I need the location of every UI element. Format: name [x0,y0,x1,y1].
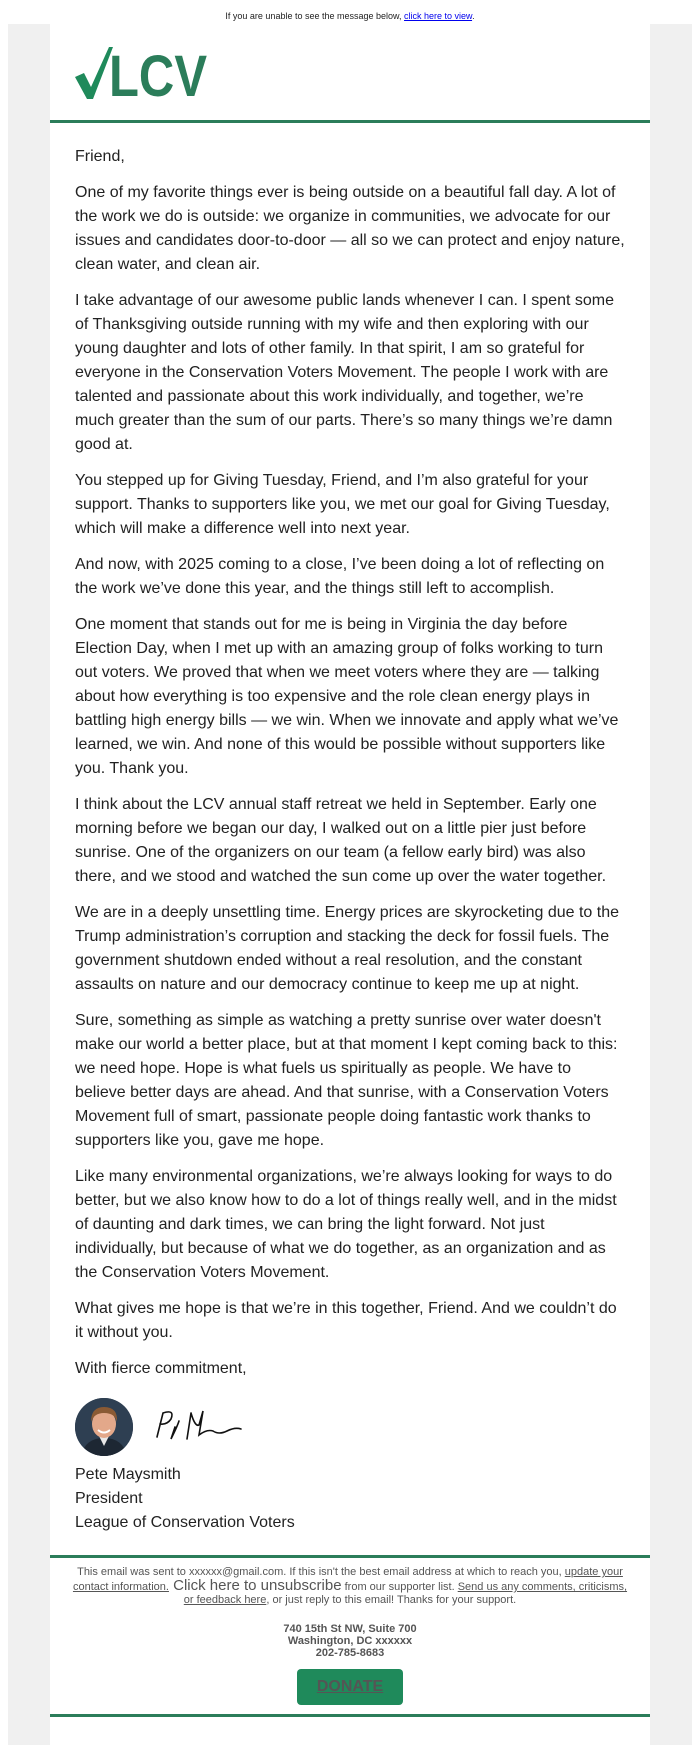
footer-sent-prefix: This email was sent to [77,1566,189,1578]
address-line-1: 740 15th St NW, Suite 700 [283,1623,417,1635]
unsubscribe-suffix: from our supporter list. [341,1581,458,1593]
unsubscribe-link[interactable]: Click here to unsubscribe [168,1577,342,1594]
mailing-address [68,1623,632,1659]
paragraph: What gives me hope is that we’re in this together, Friend. And we couldn’t do it without you. [75,1300,617,1341]
update-contact-link[interactable]: update your contact information. [72,1566,623,1593]
handwritten-signature [149,1405,245,1450]
preheader [0,0,700,24]
paragraph: Like many environmental organizations, we’re always looking for ways to do better, but we also know how to do a lot of things really well, and in the midst of daunting and dark times, we can bring the light forward. Not just individually, but because of what we do together, as an organization and as the Conservation Voters Movement. [75,1168,617,1281]
footer-notice [68,1566,632,1607]
paragraph: I take advantage of our awesome public lands whenever I can. I spent some of Thanksgiving outside running with my wife and then exploring with our young daughter and lots of other family. In that spirit, I am so grateful for everyone in the Conservation Voters Movement. The people I work with are talented and passionate about this work individually, and together, we’re much greater than the sum of our parts. There’s so many things we’re damn good at. [75,292,614,453]
email-footer [50,1555,650,1705]
paragraph: And now, with 2025 coming to a close, I’ve been doing a lot of reflecting on the work we’ve done this year, and the things still left to accomplish. [75,556,605,597]
signer-org: League of Conservation Voters [75,1514,295,1531]
email-body [50,24,650,1745]
preheader-text: If you are unable to see the message below, [225,11,405,21]
feedback-link[interactable]: Send us any comments, criticisms, or feedback here [183,1581,628,1606]
bottom-divider [50,1714,650,1717]
signer-name: Pete Maysmith [75,1466,181,1483]
paragraph: One of my favorite things ever is being outside on a beautiful fall day. A lot of the work we do is outside: we organize in communities, we advocate for our issues and candidates door-to-door — all so we can protect and enjoy nature, clean water, and clean air. [75,184,625,273]
signer-block [75,1463,625,1535]
avatar [75,1398,133,1456]
greeting: Friend, [75,148,125,165]
address-line-2: Washington, DC xxxxxx [287,1635,413,1647]
donate-button[interactable]: DONATE [297,1669,403,1705]
paragraph: Sure, something as simple as watching a pretty sunrise over water doesn't make our world a better place, but at that moment I kept coming back to this: we need hope. Hope is what fuels us spiritually as people. We have to believe better days are ahead. And that sunrise, with a Conservation Voters Movement full of smart, passionate people doing fantastic work thanks to supporters like you, gave me hope. [75,1012,618,1149]
preheader-suffix: . [472,11,475,21]
person-photo-icon [75,1398,133,1456]
lcv-logo[interactable] [75,45,215,108]
email-header [50,24,650,123]
paragraph: You stepped up for Giving Tuesday, Friend, and I’m also grateful for your support. Thanks to supporters like you, we met our goal for Giving Tuesday, which will make a difference well into next year. [75,472,610,537]
signature-icon [149,1405,245,1445]
closing: With fierce commitment, [75,1360,247,1377]
lcv-logo-icon [75,45,215,103]
feedback-suffix: , or just reply to this email! Thanks for your support. [266,1594,517,1606]
footer-sent-suffix: . If this isn't the best email address at which to reach you, [283,1566,565,1578]
paragraph: One moment that stands out for me is being in Virginia the day before Election Day, when I met up with an amazing group of folks working to turn out voters. We proved that when we meet voters where they are — talking about how everything is too expensive and the role clean energy plays in battling high energy bills — we win. When we innovate and apply what we’ve learned, we win. And none of this would be possible without supporters like you. Thank you. [75,616,619,777]
letter-content [50,123,650,1535]
view-in-browser-link[interactable]: click here to view [404,11,473,21]
phone-number: 202-785-8683 [315,1647,385,1659]
paragraph: We are in a deeply unsettling time. Energy prices are skyrocketing due to the Trump administration’s corruption and stacking the deck for fossil fuels. The government shutdown ended without a real resolution, and the constant assaults on nature and our democracy continue to keep me up at night. [75,904,619,993]
signer-title: President [75,1490,143,1507]
paragraph: I think about the LCV annual staff retreat we held in September. Early one morning before we began our day, I walked out on a little pier just before sunrise. One of the organizers on our team (a fellow early bird) was also there, and we stood and watched the sun come up over the water together. [75,796,607,885]
logo-text: LCV [109,45,208,103]
recipient-email: xxxxxx@gmail.com [188,1566,284,1578]
signature-row [75,1397,625,1457]
